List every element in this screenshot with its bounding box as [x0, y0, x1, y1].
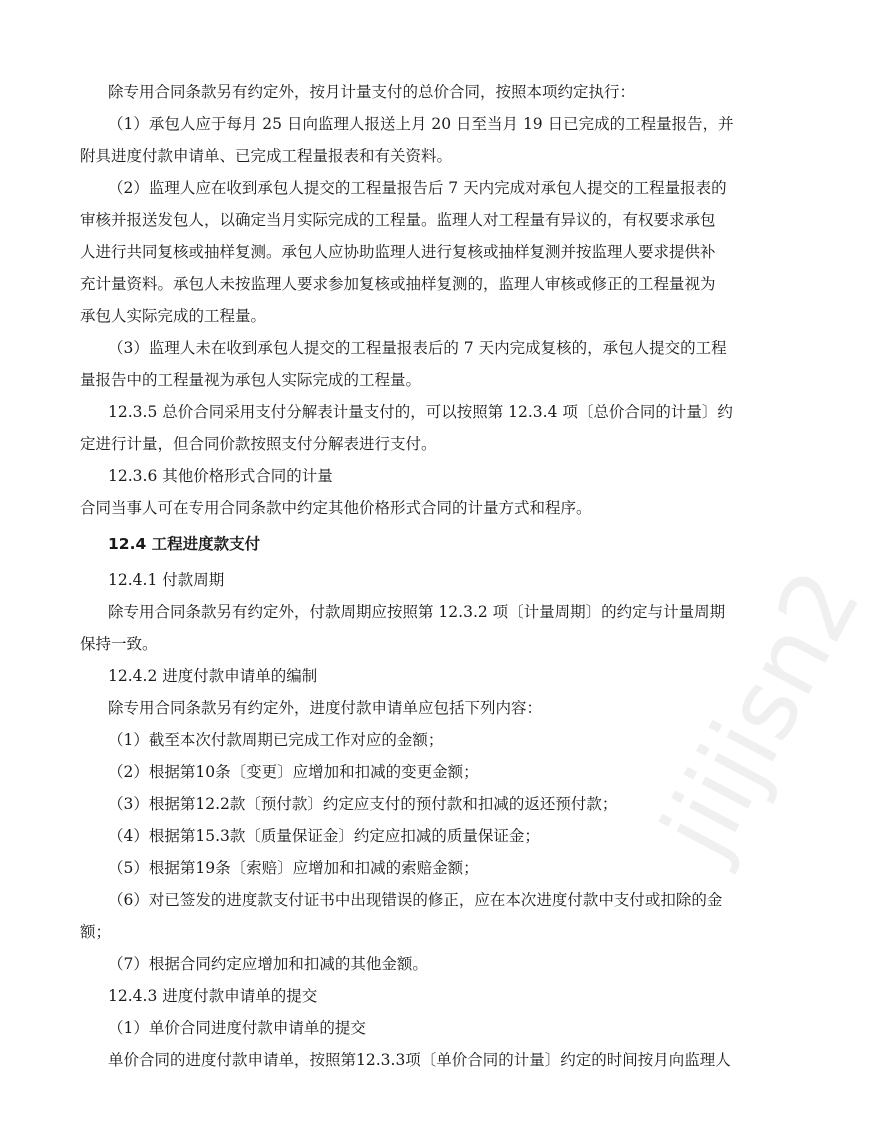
text-line: 保持一致。: [80, 635, 158, 653]
text-line: 额；: [80, 923, 112, 941]
list-item: （3）根据第12.2款〔预付款〕约定应支付的预付款和扣减的返还预付款；: [108, 795, 618, 813]
section-title: 12.3.6 其他价格形式合同的计量: [108, 467, 333, 485]
section-title: 12.4.2 进度付款申请单的编制: [108, 667, 318, 685]
text-line: 审核并报送发包人，以确定当月实际完成的工程量。监理人对工程量有异议的，有权要求承包: [80, 211, 716, 229]
text-line: 充计量资料。承包人未按监理人要求参加复核或抽样复测的，监理人审核或修正的工程量视为: [80, 275, 716, 293]
list-item: （5）根据第19条〔索赔〕应增加和扣减的索赔金额；: [108, 859, 479, 877]
list-item: （7）根据合同约定应增加和扣减的其他金额。: [108, 955, 428, 973]
text-line: （3）监理人未在收到承包人提交的工程量报表后的 7 天内完成复核的，承包人提交的工程: [108, 339, 727, 357]
text-line: （2）监理人应在收到承包人提交的工程量报告后 7 天内完成对承包人提交的工程量报表的: [108, 179, 727, 197]
section-title: 12.4.3 进度付款申请单的提交: [108, 987, 318, 1005]
text-line: 单价合同的进度付款申请单，按照第12.3.3项〔单价合同的计量〕约定的时间按月向监理人: [108, 1051, 731, 1069]
text-line: 附具进度付款申请单、已完成工程量报表和有关资料。: [80, 147, 453, 165]
section-heading: 12.4 工程进度款支付: [108, 535, 261, 553]
text-line: 承包人实际完成的工程量。: [80, 307, 267, 325]
text-line: 合同当事人可在专用合同条款中约定其他价格形式合同的计量方式和程序。: [80, 499, 592, 517]
text-line: （1）承包人应于每月 25 日向监理人报送上月 20 日至当月 19 日已完成的工程量报告，并: [108, 115, 734, 133]
watermark-text: jiijisn2: [640, 552, 882, 875]
text-line: 人进行共同复核或抽样复测。承包人应协助监理人进行复核或抽样复测并按监理人要求提供补: [80, 243, 716, 261]
text-line: 除专用合同条款另有约定外，进度付款申请单应包括下列内容：: [108, 699, 543, 717]
list-item: （1）截至本次付款周期已完成工作对应的金额；: [108, 731, 444, 749]
text-line: 定进行计量，但合同价款按照支付分解表进行支付。: [80, 435, 437, 453]
list-item: （6）对已签发的进度款支付证书中出现错误的修正，应在本次进度付款中支付或扣除的金: [108, 891, 723, 909]
text-line: 除专用合同条款另有约定外，按月计量支付的总价合同，按照本项约定执行：: [108, 83, 636, 101]
text-line: 12.3.5 总价合同采用支付分解表计量支付的，可以按照第 12.3.4 项〔总价合同的计量〕约: [108, 403, 733, 421]
text-line: 除专用合同条款另有约定外，付款周期应按照第 12.3.2 项〔计量周期〕的约定与计量周期: [108, 603, 726, 621]
list-item: （1）单价合同进度付款申请单的提交: [108, 1019, 366, 1037]
list-item: （2）根据第10条〔变更〕应增加和扣减的变更金额；: [108, 763, 479, 781]
text-line: 量报告中的工程量视为承包人实际完成的工程量。: [80, 371, 422, 389]
list-item: （4）根据第15.3款〔质量保证金〕约定应扣减的质量保证金；: [108, 827, 540, 845]
section-title: 12.4.1 付款周期: [108, 571, 225, 589]
